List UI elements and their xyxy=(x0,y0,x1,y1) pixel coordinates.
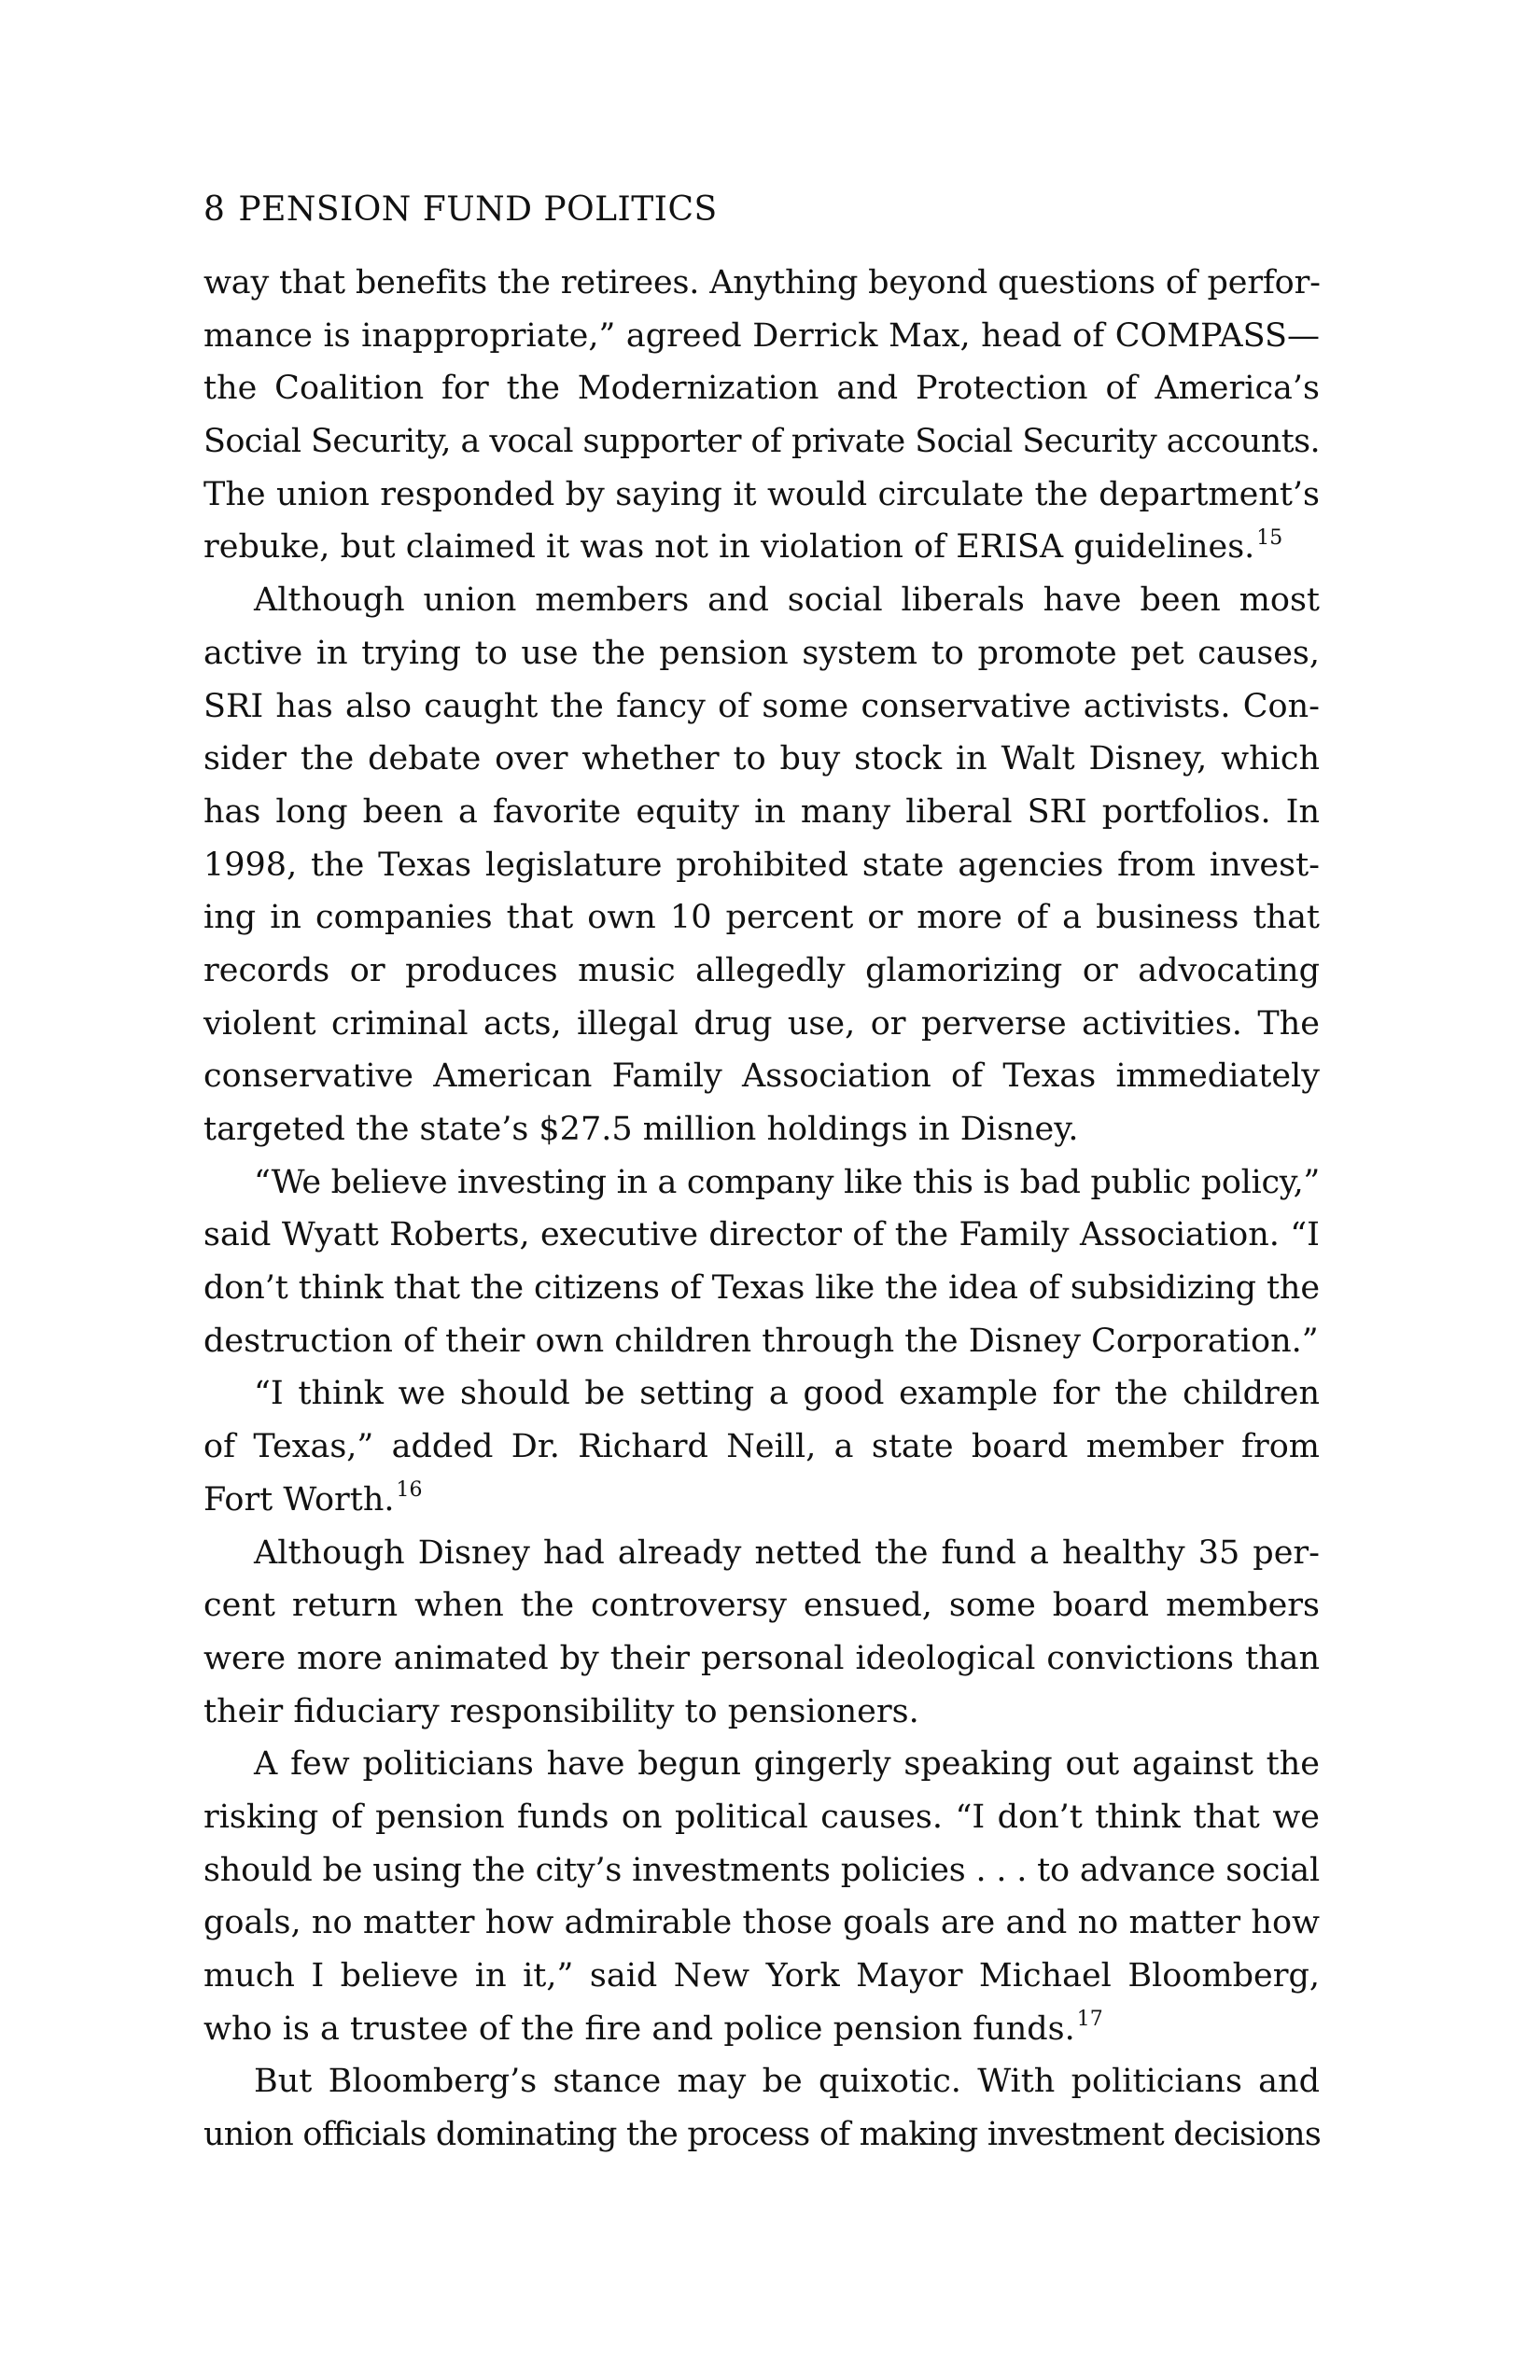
text-line: conservative American Family Association of Texas immediately xyxy=(203,1057,1320,1096)
footnote-marker: 15 xyxy=(1256,525,1283,550)
paragraph-5 xyxy=(203,1527,1320,1739)
text-line: targeted the state’s $27.5 million holdings in Disney. xyxy=(203,1111,1079,1148)
text-line: goals, no matter how admirable those goals are and no matter how xyxy=(203,1904,1320,1942)
footnote-marker: 17 xyxy=(1076,2008,1103,2032)
text-line: The union responded by saying it would circulate the department’s xyxy=(203,475,1320,513)
text-line: should be using the city’s investments policies . . . to advance social xyxy=(203,1851,1320,1889)
text-line: destruction of their own children through the Disney Corporation.” xyxy=(203,1322,1319,1360)
paragraph-4 xyxy=(203,1367,1320,1526)
text-line: Although Disney had already netted the fund a healthy 35 per- xyxy=(254,1533,1320,1572)
text-line: of Texas,” added Dr. Richard Neill, a state board member from xyxy=(203,1428,1320,1466)
text-line: records or produces music allegedly glamorizing or advocating xyxy=(203,951,1320,989)
body-text xyxy=(203,257,1320,2162)
page-number: 8 xyxy=(203,190,226,229)
text-line: 1998, the Texas legislature prohibited state agencies from invest- xyxy=(203,846,1320,884)
text-line: rebuke, but claimed it was not in violation of ERISA guidelines. xyxy=(203,528,1255,567)
running-title: PENSION FUND POLITICS xyxy=(238,190,718,229)
text-line: much I believe in it,” said New York Mayor Michael Bloomberg, xyxy=(203,1957,1320,1995)
paragraph-7 xyxy=(203,2055,1320,2161)
text-line: who is a trustee of the fire and police pension funds. xyxy=(203,2009,1075,2048)
text-line-last xyxy=(203,1474,1320,1527)
text-line: the Coalition for the Modernization and Protection of America’s xyxy=(203,370,1320,408)
text-line: cent return when the controversy ensued, some board members xyxy=(203,1587,1320,1625)
text-line: way that benefits the retirees. Anything beyond questions of perfor- xyxy=(203,264,1321,301)
text-line: don’t think that the citizens of Texas like the idea of subsidizing the xyxy=(203,1269,1320,1308)
paragraph-6 xyxy=(203,1738,1320,2055)
text-line: sider the debate over whether to buy stock in Walt Disney, which xyxy=(203,740,1320,778)
text-line: union officials dominating the process of making investment decisions xyxy=(203,2116,1322,2154)
text-line: ing in companies that own 10 percent or more of a business that xyxy=(203,899,1320,937)
paragraph-3 xyxy=(203,1156,1320,1368)
text-line: “We believe investing in a company like this is bad public policy,” xyxy=(254,1163,1320,1201)
text-line: But Bloomberg’s stance may be quixotic. With politicians and xyxy=(254,2063,1320,2101)
text-line: SRI has also caught the fancy of some conservative activists. Con- xyxy=(203,687,1320,725)
text-line: “I think we should be setting a good example for the children xyxy=(254,1375,1320,1413)
text-line: Although union members and social liberals have been most xyxy=(254,581,1320,620)
text-line: said Wyatt Roberts, executive director of the Family Association. “I xyxy=(203,1216,1320,1254)
footnote-marker: 16 xyxy=(396,1478,423,1503)
paragraph-2 xyxy=(203,574,1320,1156)
paragraph-1 xyxy=(203,257,1320,574)
text-line-last xyxy=(203,521,1320,574)
text-line: Fort Worth. xyxy=(203,1480,395,1519)
text-line: their fiduciary responsibility to pensioners. xyxy=(203,1692,919,1730)
text-line: active in trying to use the pension system to promote pet causes, xyxy=(203,634,1320,672)
running-head xyxy=(203,187,718,233)
text-line: has long been a favorite equity in many liberal SRI portfolios. In xyxy=(203,792,1320,831)
text-line-last xyxy=(203,2003,1320,2056)
text-line: A few politicians have begun gingerly speaking out against the xyxy=(254,1745,1320,1784)
text-line: mance is inappropriate,” agreed Derrick Max, head of COMPASS— xyxy=(203,316,1320,355)
text-line: Social Security, a vocal supporter of private Social Security accounts. xyxy=(203,423,1321,461)
text-line: risking of pension funds on political causes. “I don’t think that we xyxy=(203,1798,1320,1836)
text-line: were more animated by their personal ideological convictions than xyxy=(203,1639,1320,1677)
text-line: violent criminal acts, illegal drug use, or perverse activities. The xyxy=(203,1004,1320,1043)
